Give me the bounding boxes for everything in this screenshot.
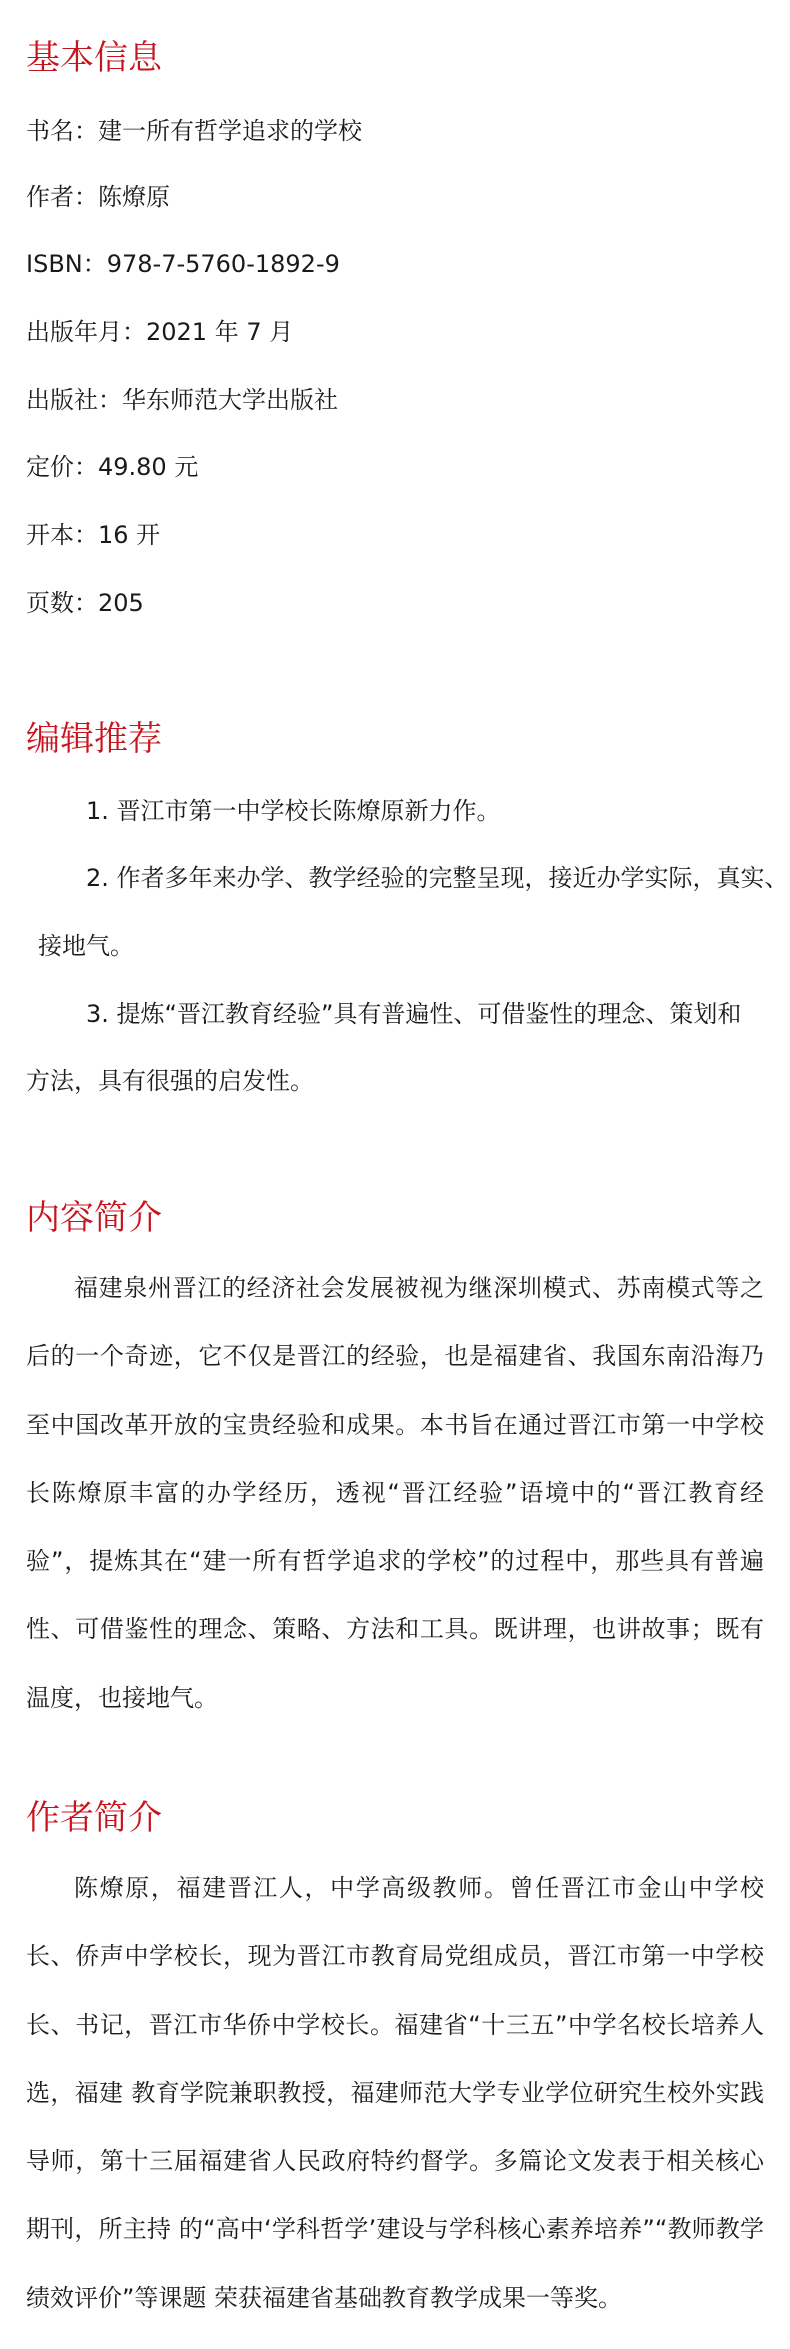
isbn-line: ISBN：978-7-5760-1892-9 (26, 250, 340, 278)
recommend-item-2-cont: 接地气。 (38, 932, 134, 960)
publish-date-line: 出版年月：2021 年 7 月 (26, 318, 294, 346)
price-line: 定价：49.80 元 (26, 453, 199, 481)
basic-info-title: 基本信息 (26, 38, 162, 78)
recommend-item-1: 1. 晋江市第一中学校长陈燎原新力作。 (86, 797, 501, 825)
author-line: 作者：陈燎原 (26, 183, 170, 211)
publisher-line: 出版社：华东师范大学出版社 (26, 386, 338, 414)
author-intro-text: 陈燎原，福建晋江人，中学高级教师。曾任晋江市金山中学校长、侨声中学校长，现为晋江市教育局党组成员，晋江市第一中学校长、书记，晋江市华侨中学校长。福建省“十三五”中学名校长培养人选，福建 教育学院兼职教授，福建师范大学专业学位研究生校外实践导师，第十三届福建省人民政府特约督学。多篇论文发表于相关核心期刊，所主持 的“高中‘学科哲学’建设与学科核心素养培养”“教师教学绩效评价”等课题 荣获福建省基础教育教学成果一等奖。 (26, 1874, 764, 2312)
recommend-item-2: 2. 作者多年来办学、教学经验的完整呈现，接近办学实际，真实、 (86, 864, 789, 892)
author-intro-title: 作者简介 (26, 1798, 162, 1838)
pages-line: 页数：205 (26, 589, 144, 617)
content-intro-title: 内容简介 (26, 1198, 162, 1238)
editor-recommend-title: 编辑推荐 (26, 719, 162, 759)
book-title-line: 书名：建一所有哲学追求的学校 (26, 117, 362, 145)
recommend-item-3: 3. 提炼“晋江教育经验”具有普遍性、可借鉴性的理念、策划和 (86, 1000, 742, 1028)
recommend-item-3-cont: 方法，具有很强的启发性。 (26, 1067, 314, 1095)
content-intro-text: 福建泉州晋江的经济社会发展被视为继深圳模式、苏南模式等之后的一个奇迹，它不仅是晋江的经验，也是福建省、我国东南沿海乃至中国改革开放的宝贵经验和成果。本书旨在通过晋江市第一中学校长陈燎原丰富的办学经历，透视“晋江经验”语境中的“晋江教育经验”，提炼其在“建一所有哲学追求的学校”的过程中，那些具有普遍性、可借鉴性的理念、策略、方法和工具。既讲理，也讲故事；既有温度，也接地气。 (26, 1274, 764, 1712)
format-line: 开本：16 开 (26, 521, 161, 549)
